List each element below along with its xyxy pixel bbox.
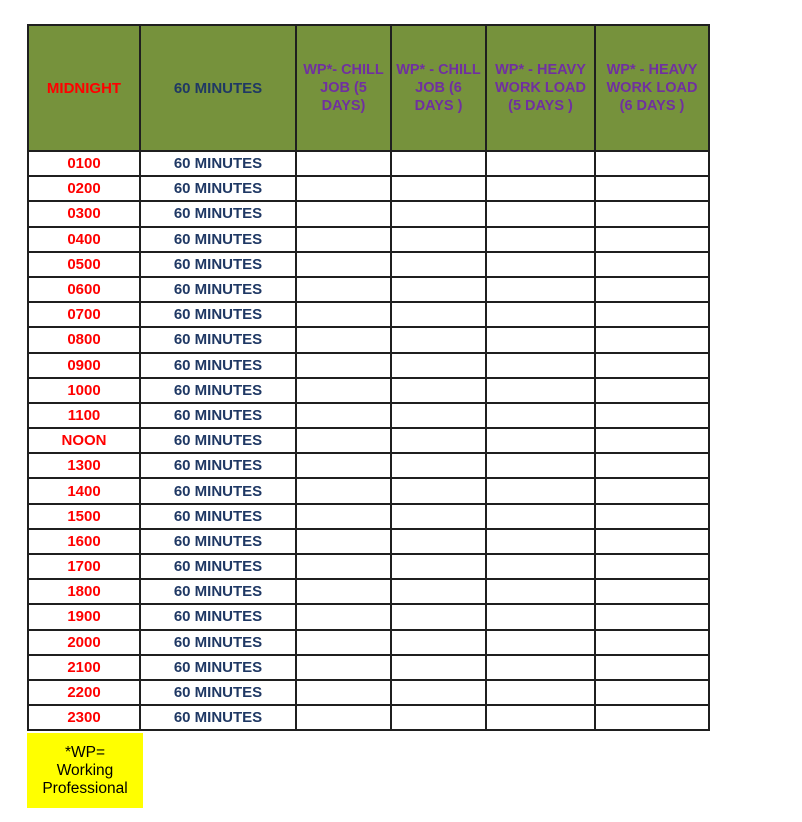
wp-heavy-6-cell[interactable] — [595, 201, 709, 226]
wp-chill-6-cell[interactable] — [391, 151, 486, 176]
wp-heavy-5-cell[interactable] — [486, 403, 595, 428]
wp-chill-6-cell[interactable] — [391, 554, 486, 579]
wp-chill-5-cell[interactable] — [296, 604, 391, 629]
header-wp-heavy-6-line: WORK LOAD — [606, 80, 698, 96]
wp-chill-5-cell[interactable] — [296, 327, 391, 352]
footnote-line: *WP= — [64, 743, 106, 761]
wp-chill-6-cell[interactable] — [391, 403, 486, 428]
table-row — [28, 478, 709, 503]
wp-heavy-5-cell[interactable] — [486, 705, 595, 730]
wp-chill-5-cell[interactable] — [296, 227, 391, 252]
wp-chill-6-cell[interactable] — [391, 353, 486, 378]
minutes-cell[interactable]: 60 MINUTES — [140, 378, 296, 403]
wp-heavy-6-cell[interactable] — [595, 327, 709, 352]
wp-heavy-6-cell[interactable] — [595, 403, 709, 428]
wp-chill-6-cell[interactable] — [391, 630, 486, 655]
header-wp-heavy-6-line: WP* - HEAVY — [606, 62, 698, 78]
header-time-label: MIDNIGHT — [46, 79, 122, 97]
wp-heavy-6-cell[interactable] — [595, 579, 709, 604]
time-cell[interactable]: 0400 — [28, 227, 140, 252]
wp-heavy-6-cell[interactable] — [595, 529, 709, 554]
wp-chill-5-cell[interactable] — [296, 579, 391, 604]
header-wp-heavy-5-line: WORK LOAD — [494, 80, 586, 96]
wp-heavy-6-cell[interactable] — [595, 277, 709, 302]
wp-heavy-5-cell[interactable] — [486, 579, 595, 604]
time-cell[interactable]: 0800 — [28, 327, 140, 352]
minutes-cell[interactable]: 60 MINUTES — [140, 579, 296, 604]
time-cell[interactable]: 0300 — [28, 201, 140, 226]
time-cell[interactable]: 1700 — [28, 554, 140, 579]
wp-chill-5-cell[interactable] — [296, 655, 391, 680]
wp-chill-6-cell[interactable] — [391, 176, 486, 201]
wp-chill-5-cell[interactable] — [296, 478, 391, 503]
wp-chill-5-cell[interactable] — [296, 504, 391, 529]
wp-heavy-5-cell[interactable] — [486, 655, 595, 680]
wp-chill-6-cell[interactable] — [391, 252, 486, 277]
time-cell[interactable]: 2000 — [28, 630, 140, 655]
time-cell[interactable]: NOON — [28, 428, 140, 453]
time-cell[interactable]: 2300 — [28, 705, 140, 730]
time-cell[interactable]: 1500 — [28, 504, 140, 529]
wp-chill-5-cell[interactable] — [296, 680, 391, 705]
wp-chill-6-cell[interactable] — [391, 327, 486, 352]
wp-chill-6-cell[interactable] — [391, 529, 486, 554]
wp-chill-6-cell[interactable] — [391, 478, 486, 503]
wp-chill-5-cell[interactable] — [296, 428, 391, 453]
wp-chill-6-cell[interactable] — [391, 680, 486, 705]
wp-chill-6-cell[interactable] — [391, 504, 486, 529]
wp-heavy-6-cell[interactable] — [595, 604, 709, 629]
minutes-cell[interactable]: 60 MINUTES — [140, 327, 296, 352]
minutes-cell[interactable]: 60 MINUTES — [140, 478, 296, 503]
table-row — [28, 579, 709, 604]
header-wp-chill-5-cell[interactable] — [296, 25, 391, 151]
wp-chill-5-cell[interactable] — [296, 529, 391, 554]
time-cell[interactable]: 1800 — [28, 579, 140, 604]
wp-heavy-5-cell[interactable] — [486, 428, 595, 453]
footnote-line: Professional — [42, 779, 128, 797]
wp-chill-6-cell[interactable] — [391, 428, 486, 453]
table-row — [28, 201, 709, 226]
wp-chill-6-cell[interactable] — [391, 604, 486, 629]
wp-heavy-5-cell[interactable] — [486, 252, 595, 277]
wp-heavy-5-cell[interactable] — [486, 277, 595, 302]
wp-chill-6-cell[interactable] — [391, 277, 486, 302]
header-wp-heavy-5-cell[interactable] — [486, 25, 595, 151]
minutes-cell[interactable]: 60 MINUTES — [140, 680, 296, 705]
wp-heavy-6-cell[interactable] — [595, 252, 709, 277]
wp-heavy-5-cell[interactable] — [486, 554, 595, 579]
wp-heavy-6-cell[interactable] — [595, 554, 709, 579]
header-minutes-cell[interactable] — [140, 25, 296, 151]
minutes-cell[interactable]: 60 MINUTES — [140, 252, 296, 277]
wp-heavy-6-cell[interactable] — [595, 630, 709, 655]
wp-footnote — [27, 733, 143, 808]
table-row — [28, 227, 709, 252]
minutes-cell[interactable]: 60 MINUTES — [140, 428, 296, 453]
header-wp-chill-6-line: JOB (6 — [415, 80, 462, 96]
table-row — [28, 604, 709, 629]
table-row — [28, 504, 709, 529]
wp-heavy-5-cell[interactable] — [486, 176, 595, 201]
time-cell[interactable]: 0600 — [28, 277, 140, 302]
wp-heavy-5-cell[interactable] — [486, 201, 595, 226]
minutes-cell[interactable]: 60 MINUTES — [140, 277, 296, 302]
wp-heavy-5-cell[interactable] — [486, 504, 595, 529]
wp-heavy-6-cell[interactable] — [595, 655, 709, 680]
wp-heavy-6-cell[interactable] — [595, 227, 709, 252]
wp-chill-5-cell[interactable] — [296, 277, 391, 302]
minutes-cell[interactable]: 60 MINUTES — [140, 227, 296, 252]
time-cell[interactable]: 0200 — [28, 176, 140, 201]
table-row — [28, 151, 709, 176]
table-row — [28, 554, 709, 579]
wp-chill-5-cell[interactable] — [296, 201, 391, 226]
table-row — [28, 176, 709, 201]
schedule-sheet — [27, 24, 710, 731]
header-wp-heavy-5-line: (5 DAYS ) — [508, 98, 573, 114]
wp-heavy-6-cell[interactable] — [595, 302, 709, 327]
table-row — [28, 403, 709, 428]
wp-chill-5-cell[interactable] — [296, 302, 391, 327]
time-cell[interactable]: 2100 — [28, 655, 140, 680]
wp-chill-5-cell[interactable] — [296, 630, 391, 655]
minutes-cell[interactable]: 60 MINUTES — [140, 353, 296, 378]
wp-chill-6-cell[interactable] — [391, 227, 486, 252]
wp-heavy-5-cell[interactable] — [486, 478, 595, 503]
table-row — [28, 277, 709, 302]
minutes-cell[interactable]: 60 MINUTES — [140, 151, 296, 176]
wp-heavy-6-cell[interactable] — [595, 478, 709, 503]
minutes-cell[interactable]: 60 MINUTES — [140, 176, 296, 201]
table-row — [28, 529, 709, 554]
wp-chill-5-cell[interactable] — [296, 151, 391, 176]
minutes-cell[interactable]: 60 MINUTES — [140, 554, 296, 579]
wp-chill-6-cell[interactable] — [391, 655, 486, 680]
wp-chill-6-cell[interactable] — [391, 579, 486, 604]
time-cell[interactable]: 1600 — [28, 529, 140, 554]
wp-chill-5-cell[interactable] — [296, 252, 391, 277]
wp-heavy-5-cell[interactable] — [486, 378, 595, 403]
table-row — [28, 353, 709, 378]
minutes-cell[interactable]: 60 MINUTES — [140, 403, 296, 428]
wp-heavy-6-cell[interactable] — [595, 378, 709, 403]
header-minutes-label: 60 MINUTES — [173, 79, 263, 97]
time-cell[interactable]: 0700 — [28, 302, 140, 327]
table-row — [28, 655, 709, 680]
time-cell[interactable]: 1100 — [28, 403, 140, 428]
wp-heavy-6-cell[interactable] — [595, 176, 709, 201]
wp-heavy-6-cell[interactable] — [595, 428, 709, 453]
minutes-cell[interactable]: 60 MINUTES — [140, 630, 296, 655]
wp-chill-5-cell[interactable] — [296, 705, 391, 730]
header-time-cell[interactable] — [28, 25, 140, 151]
header-wp-heavy-5-line: WP* - HEAVY — [495, 62, 586, 78]
time-cell[interactable]: 0500 — [28, 252, 140, 277]
header-wp-chill-5-line: WP*- CHILL — [303, 62, 384, 78]
wp-heavy-6-cell[interactable] — [595, 151, 709, 176]
footnote-line: Working — [56, 761, 114, 779]
wp-chill-6-cell[interactable] — [391, 201, 486, 226]
time-cell[interactable]: 1300 — [28, 453, 140, 478]
wp-chill-6-cell[interactable] — [391, 705, 486, 730]
minutes-cell[interactable]: 60 MINUTES — [140, 705, 296, 730]
wp-heavy-5-cell[interactable] — [486, 680, 595, 705]
header-wp-chill-6-line: DAYS ) — [414, 98, 463, 114]
wp-heavy-5-cell[interactable] — [486, 227, 595, 252]
wp-chill-6-cell[interactable] — [391, 302, 486, 327]
table-row — [28, 252, 709, 277]
wp-heavy-6-cell[interactable] — [595, 353, 709, 378]
wp-chill-6-cell[interactable] — [391, 378, 486, 403]
header-wp-chill-5-line: DAYS) — [321, 98, 366, 114]
wp-chill-5-cell[interactable] — [296, 378, 391, 403]
header-wp-chill-6-cell[interactable] — [391, 25, 486, 151]
wp-heavy-5-cell[interactable] — [486, 529, 595, 554]
wp-heavy-6-cell[interactable] — [595, 453, 709, 478]
minutes-cell[interactable]: 60 MINUTES — [140, 655, 296, 680]
table-row — [28, 327, 709, 352]
wp-heavy-6-cell[interactable] — [595, 504, 709, 529]
header-wp-chill-6-line: WP* - CHILL — [396, 62, 481, 78]
wp-chill-5-cell[interactable] — [296, 554, 391, 579]
header-wp-heavy-6-cell[interactable] — [595, 25, 709, 151]
wp-heavy-5-cell[interactable] — [486, 453, 595, 478]
table-row — [28, 428, 709, 453]
wp-heavy-5-cell[interactable] — [486, 151, 595, 176]
table-row — [28, 630, 709, 655]
header-wp-heavy-6-line: (6 DAYS ) — [619, 98, 685, 114]
table-row — [28, 302, 709, 327]
wp-chill-5-cell[interactable] — [296, 353, 391, 378]
wp-heavy-5-cell[interactable] — [486, 302, 595, 327]
wp-chill-5-cell[interactable] — [296, 176, 391, 201]
wp-chill-6-cell[interactable] — [391, 453, 486, 478]
time-cell[interactable]: 1000 — [28, 378, 140, 403]
table-row — [28, 378, 709, 403]
wp-heavy-6-cell[interactable] — [595, 680, 709, 705]
wp-chill-5-cell[interactable] — [296, 403, 391, 428]
wp-heavy-5-cell[interactable] — [486, 327, 595, 352]
time-cell[interactable]: 1900 — [28, 604, 140, 629]
schedule-table — [27, 24, 710, 731]
time-cell[interactable]: 2200 — [28, 680, 140, 705]
wp-heavy-6-cell[interactable] — [595, 705, 709, 730]
minutes-cell[interactable]: 60 MINUTES — [140, 529, 296, 554]
header-row — [28, 25, 709, 151]
minutes-cell[interactable]: 60 MINUTES — [140, 504, 296, 529]
time-cell[interactable]: 1400 — [28, 478, 140, 503]
header-wp-chill-5-line: JOB (5 — [320, 80, 367, 96]
minutes-cell[interactable]: 60 MINUTES — [140, 453, 296, 478]
table-row — [28, 680, 709, 705]
time-cell[interactable]: 0900 — [28, 353, 140, 378]
wp-chill-5-cell[interactable] — [296, 453, 391, 478]
table-row — [28, 705, 709, 730]
wp-heavy-5-cell[interactable] — [486, 630, 595, 655]
minutes-cell[interactable]: 60 MINUTES — [140, 302, 296, 327]
minutes-cell[interactable]: 60 MINUTES — [140, 604, 296, 629]
minutes-cell[interactable]: 60 MINUTES — [140, 201, 296, 226]
table-row — [28, 453, 709, 478]
wp-heavy-5-cell[interactable] — [486, 353, 595, 378]
time-cell[interactable]: 0100 — [28, 151, 140, 176]
wp-heavy-5-cell[interactable] — [486, 604, 595, 629]
